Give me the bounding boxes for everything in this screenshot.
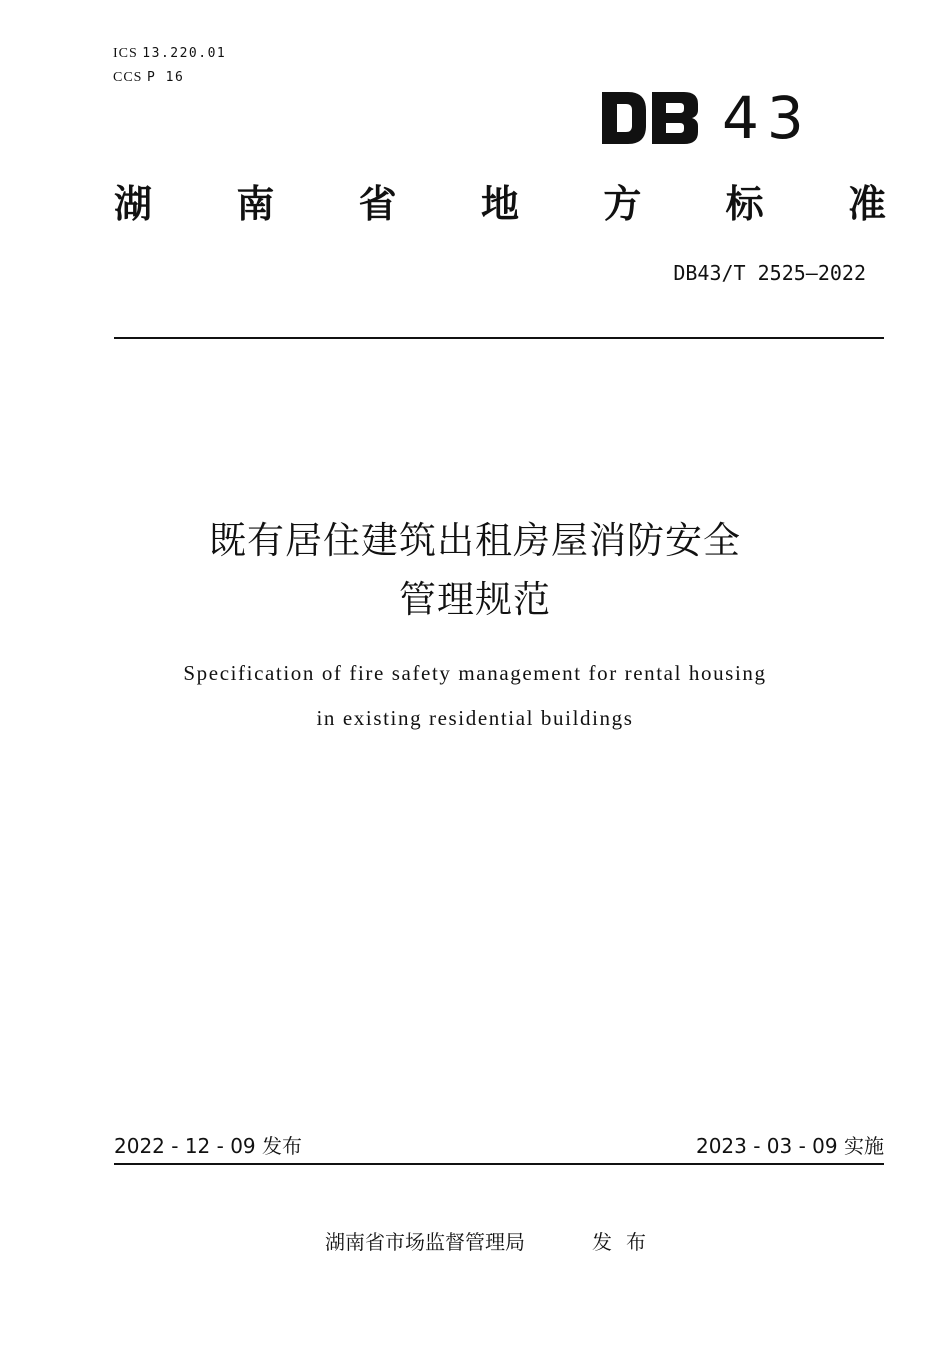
implementation-date: 2023 - 03 - 09 实施	[695, 1134, 884, 1158]
db-logo-mark	[600, 90, 700, 146]
standard-type-char: 南	[236, 182, 275, 226]
standard-type-char: 地	[480, 182, 519, 226]
ccs-value: P 16	[146, 70, 185, 85]
title-cn-line2: 管理规范	[399, 578, 551, 621]
standard-type-heading	[114, 178, 886, 230]
ccs-label: CCS	[113, 70, 143, 85]
ccs-code	[113, 70, 184, 86]
title-cn-line1: 既有居住建筑出租房屋消防安全	[209, 519, 741, 562]
standard-type-char: 湖	[114, 182, 153, 226]
publisher-action: 发布	[592, 1230, 660, 1254]
issue-date: 2022 - 12 - 09 发布	[114, 1134, 303, 1158]
publisher-name: 湖南省市场监督管理局	[325, 1230, 525, 1254]
ics-value: 13.220.01	[142, 46, 227, 61]
bottom-divider	[114, 1163, 884, 1165]
ics-label: ICS	[113, 46, 138, 61]
standard-type-char: 准	[847, 182, 886, 226]
db-logo	[600, 86, 812, 150]
standard-type-char: 省	[358, 182, 397, 226]
title-en-line1: Specification of fire safety management for rental housing	[183, 661, 767, 685]
top-divider	[114, 337, 884, 339]
logo-number: 43	[722, 84, 812, 152]
standard-type-char: 标	[725, 182, 764, 226]
ics-code	[113, 46, 226, 62]
title-en-line2: in existing residential buildings	[316, 706, 634, 730]
standard-number: DB43/T 2525—2022	[673, 261, 866, 285]
standard-type-char: 方	[603, 182, 642, 226]
